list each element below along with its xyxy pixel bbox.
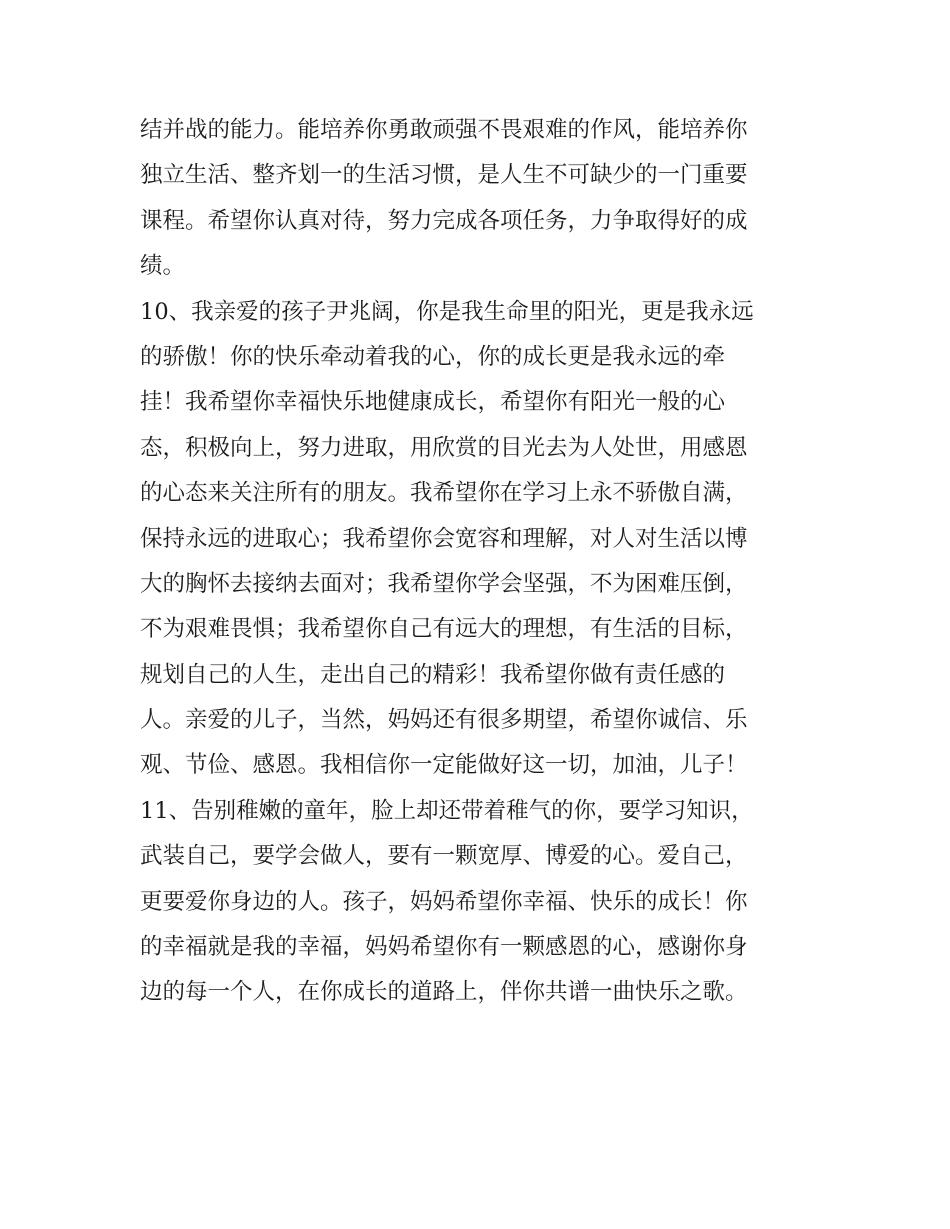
document-body [140, 108, 820, 1016]
text-line: 的骄傲！你的快乐牵动着我的心，你的成长更是我永远的牵 [140, 343, 726, 370]
text-line: 人。亲爱的儿子，当然，妈妈还有很多期望，希望你诚信、乐 [140, 707, 748, 734]
text-line: 10、我亲爱的孩子尹兆阔，你是我生命里的阳光，更是我永远 [140, 298, 754, 325]
text-line: 边的每一个人，在你成长的道路上，伴你共谱一曲快乐之歌。 [140, 979, 748, 1006]
text-line: 独立生活、整齐划一的生活习惯，是人生不可缺少的一门重要 [140, 162, 748, 189]
text-line: 态，积极向上，努力进取，用欣赏的目光去为人处世，用感恩 [140, 434, 748, 461]
text-line: 绩。 [140, 253, 186, 280]
text-line: 更要爱你身边的人。孩子，妈妈希望你幸福、快乐的成长！你 [140, 888, 748, 915]
text-line: 观、节俭、感恩。我相信你一定能做好这一切，加油，儿子！ [140, 752, 748, 779]
text-line: 课程。希望你认真对待，努力完成各项任务，力争取得好的成 [140, 207, 748, 234]
text-line: 不为艰难畏惧；我希望你自己有远大的理想，有生活的目标， [140, 616, 748, 643]
text-line: 武装自己，要学会做人，要有一颗宽厚、博爱的心。爱自己， [140, 843, 748, 870]
text-line: 保持永远的进取心；我希望你会宽容和理解，对人对生活以博 [140, 525, 748, 552]
text-line: 挂！我希望你幸福快乐地健康成长，希望你有阳光一般的心 [140, 389, 726, 416]
text-line: 大的胸怀去接纳去面对；我希望你学会坚强，不为困难压倒， [140, 570, 748, 597]
text-line: 结并战的能力。能培养你勇敢顽强不畏艰难的作风，能培养你 [140, 117, 748, 143]
text-line: 规划自己的人生，走出自己的精彩！我希望你做有责任感的 [140, 661, 726, 688]
text-line: 11、告别稚嫩的童年，脸上却还带着稚气的你，要学习知识， [140, 797, 754, 824]
text-line: 的幸福就是我的幸福，妈妈希望你有一颗感恩的心，感谢你身 [140, 934, 748, 961]
text-line: 的心态来关注所有的朋友。我希望你在学习上永不骄傲自满， [140, 480, 748, 507]
